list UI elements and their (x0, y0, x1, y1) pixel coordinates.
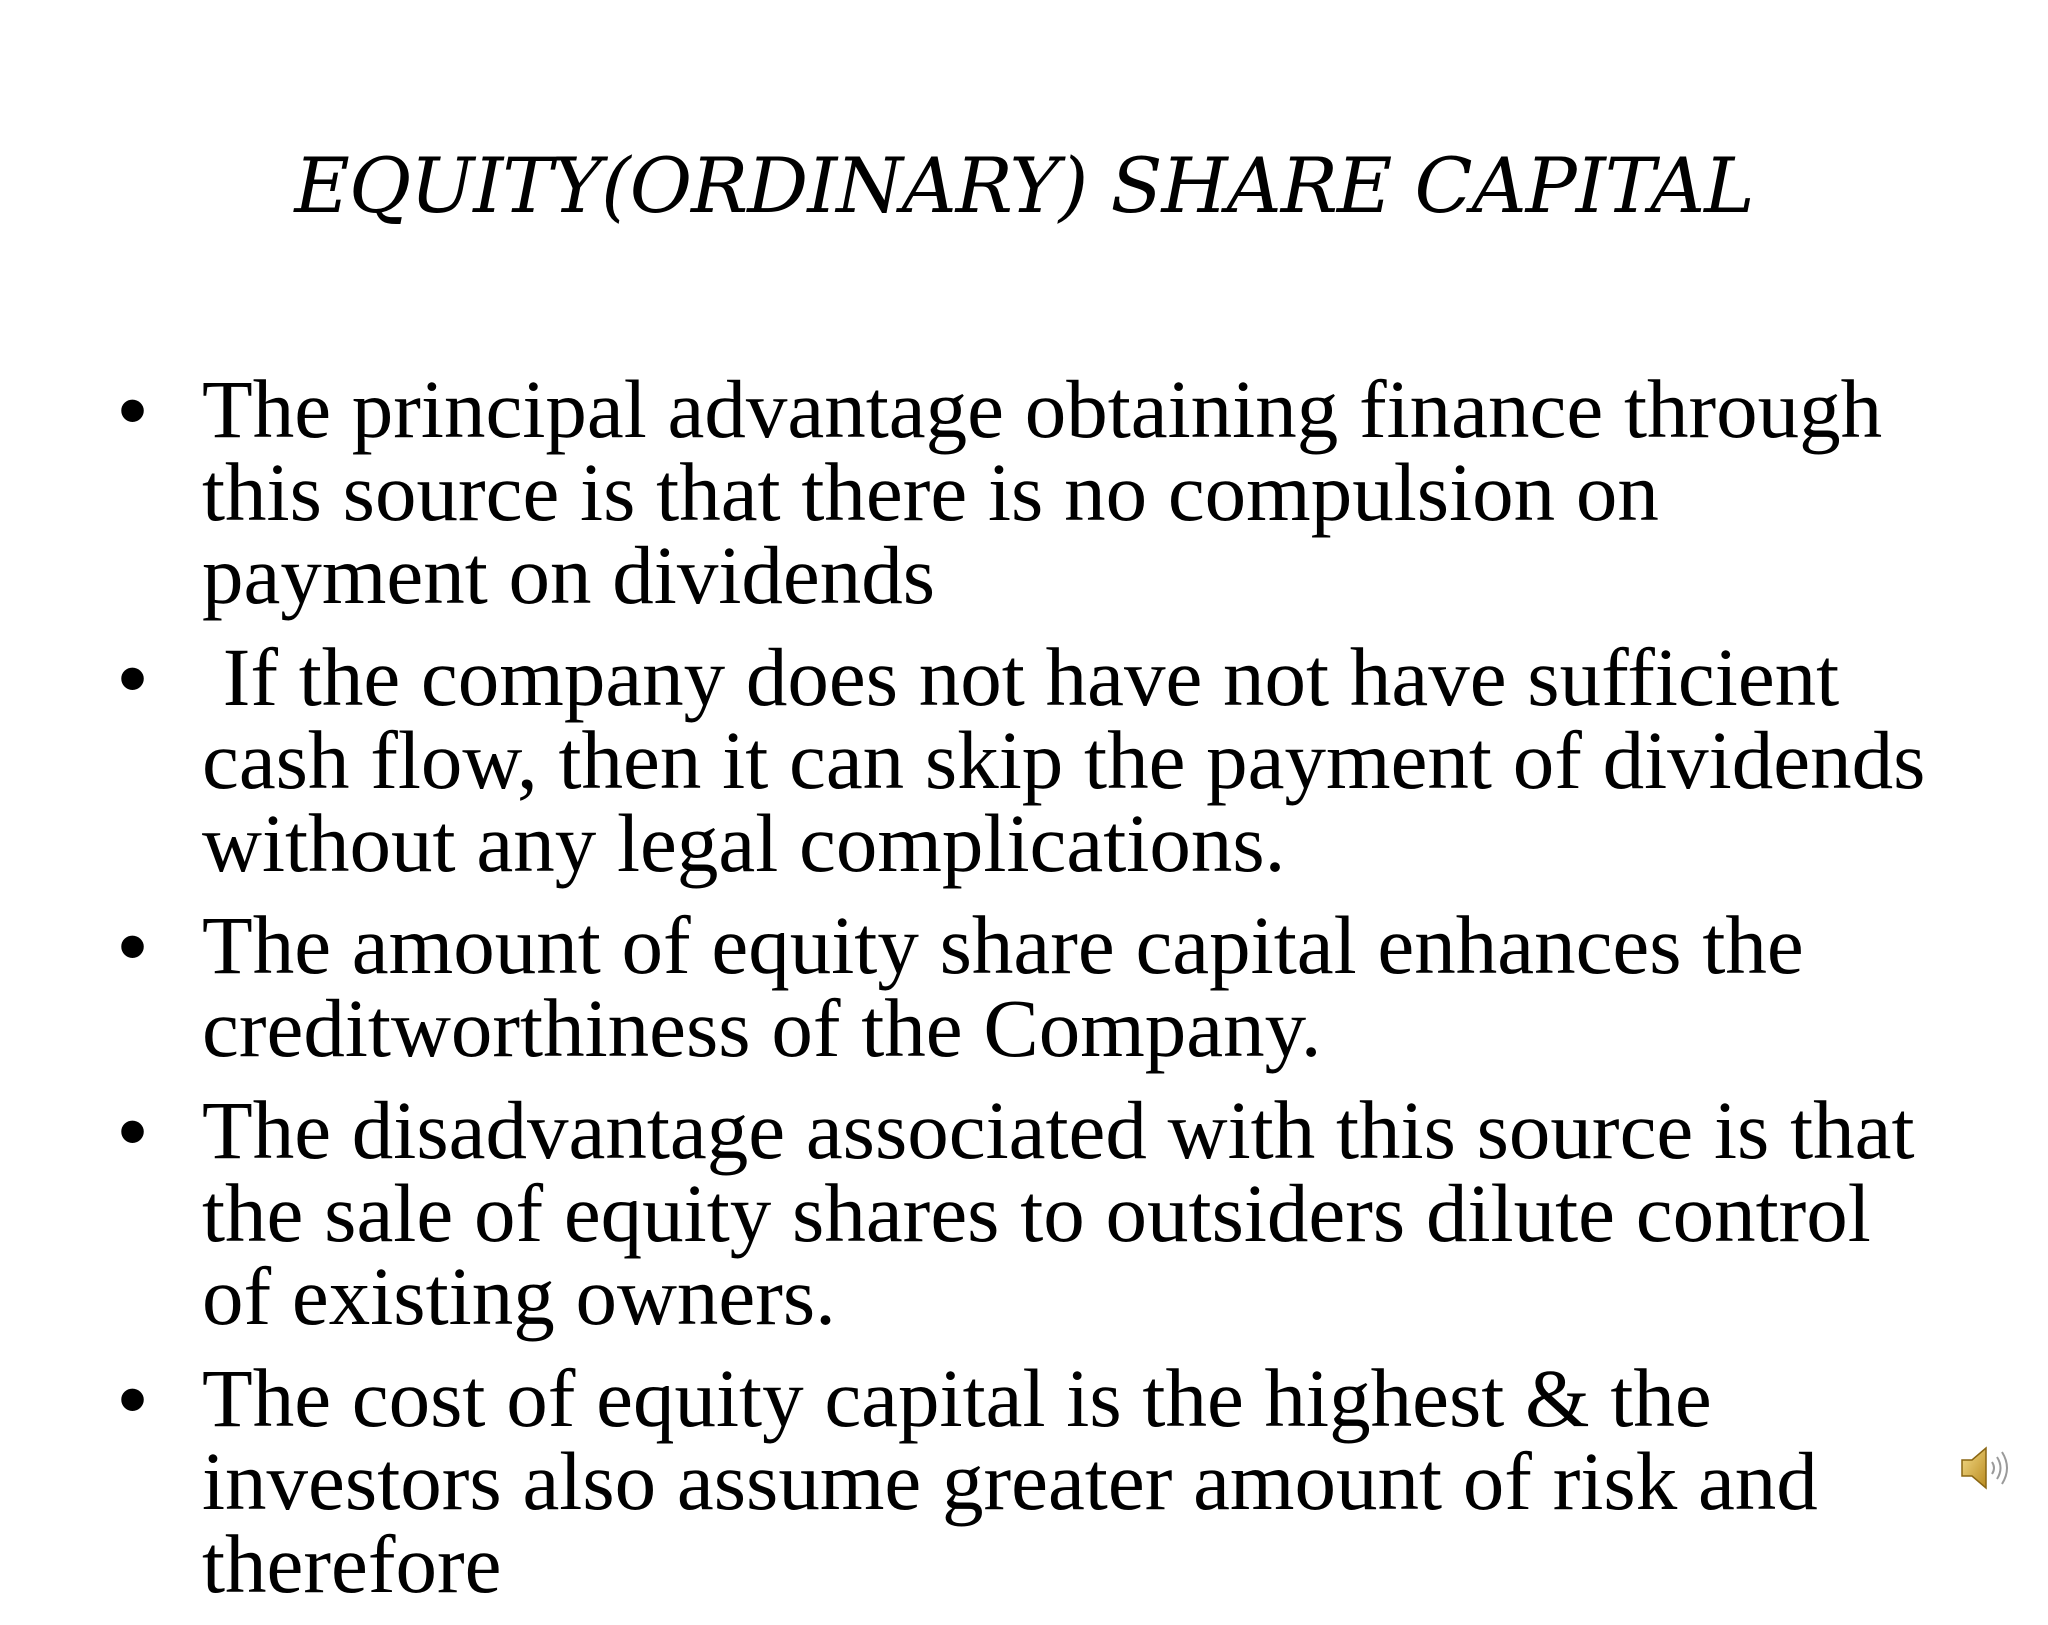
bullet-marker: • (118, 899, 148, 992)
bullet-text: The cost of equity capital is the highest & the investors also assume greater amount of risk and therefore (202, 1352, 1818, 1610)
bullet-list (118, 363, 1947, 1625)
bullet-text: The principal advantage obtaining finance through this source is that there is no compulsion on payment on dividends (202, 363, 1883, 621)
speaker-icon[interactable] (1958, 1440, 2014, 1496)
bullet-marker: • (118, 1352, 148, 1445)
bullet-marker: • (118, 631, 148, 724)
bullet-text: The amount of equity share capital enhances the creditworthiness of the Company. (202, 899, 1804, 1074)
bullet-item (118, 1352, 1938, 1610)
bullet-item (118, 631, 1947, 889)
bullet-marker: • (118, 1084, 148, 1177)
bullet-marker: • (118, 363, 148, 456)
bullet-text: If the company does not have not have sufficient cash flow, then it can skip the payment of dividends without any legal complications. (202, 631, 1947, 889)
bullet-text: The disadvantage associated with this source is that the sale of equity shares to outsiders dilute control of existing owners. (202, 1084, 1915, 1342)
slide-title: EQUITY(ORDINARY) SHARE CAPITAL (294, 141, 1754, 230)
bullet-item (118, 899, 1938, 1074)
bullet-item (118, 1084, 1938, 1342)
bullet-item (118, 363, 1938, 621)
